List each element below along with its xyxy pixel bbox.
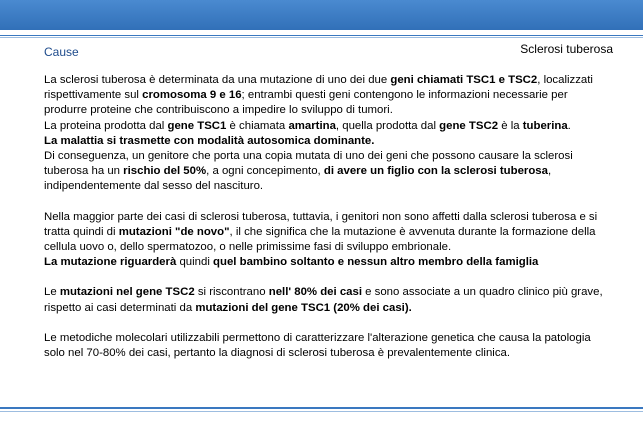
paragraph xyxy=(44,331,610,361)
header-bar xyxy=(0,0,643,30)
text-run: . xyxy=(567,119,571,132)
paragraph xyxy=(44,119,610,134)
paragraph xyxy=(44,73,610,119)
footer-divider-thin xyxy=(0,411,643,412)
paragraph-spacer xyxy=(44,195,610,210)
document-title: Sclerosi tuberosa xyxy=(520,42,613,56)
paragraph xyxy=(44,210,610,256)
header-divider xyxy=(0,35,643,36)
text-run: Di conseguenza, un genitore che porta una copia mutata di uno dei geni che possono causare la sclerosi tuberosa ha un xyxy=(44,150,573,178)
text-run: Nella maggior parte dei casi di sclerosi tuberosa, tuttavia, i genitori non sono affetti dalla sclerosi tuberosa e si tratta quindi di xyxy=(44,210,598,238)
bold-text-run: La mutazione riguarderà xyxy=(44,256,177,269)
body-text xyxy=(44,73,610,361)
bold-text-run: amartina xyxy=(288,119,336,132)
bold-text-run: rischio del 50% xyxy=(123,165,207,178)
text-run: La sclerosi tuberosa è determinata da una mutazione di uno dei due xyxy=(44,74,391,86)
text-run: e sono associate a un quadro clinico più grave, rispetto ai casi determinati da xyxy=(44,286,603,314)
bold-text-run: di avere un figlio con la sclerosi tuberosa xyxy=(323,165,548,178)
bold-text-run: mutazioni del gene TSC1 (20% dei casi). xyxy=(195,301,412,314)
text-run: quindi xyxy=(176,256,214,269)
section-title: Cause xyxy=(44,45,79,59)
text-run: , quella prodotta dal xyxy=(335,119,440,132)
text-run: La proteina prodotta dal xyxy=(44,119,168,132)
text-run: è chiamata xyxy=(226,119,289,132)
bold-text-run: tuberina xyxy=(522,119,568,132)
text-run: si riscontrano xyxy=(194,286,269,299)
text-run: ; entrambi questi geni contengono le informazioni necessarie per produrre proteine che contribuiscono a impedire lo sviluppo di tumori. xyxy=(44,89,568,117)
paragraph-spacer xyxy=(44,316,610,331)
bold-text-run: geni chiamati TSC1 e TSC2 xyxy=(390,74,538,86)
text-run: Le xyxy=(44,286,60,299)
paragraph xyxy=(44,149,610,195)
bold-text-run: gene TSC1 xyxy=(167,119,227,132)
bold-text-run: quel bambino soltanto e nessun altro membro della famiglia xyxy=(213,256,539,269)
bold-text-run: nell' 80% dei casi xyxy=(268,286,362,299)
footer-divider xyxy=(0,407,643,409)
bold-text-run: mutazioni "de novo" xyxy=(118,225,230,238)
paragraph xyxy=(44,285,610,315)
paragraph xyxy=(44,255,610,270)
bold-text-run: mutazioni nel gene TSC2 xyxy=(59,286,195,299)
paragraph xyxy=(44,134,610,149)
paragraph-spacer xyxy=(44,270,610,285)
text-run: è la xyxy=(498,119,523,132)
bold-text-run: gene TSC2 xyxy=(439,119,499,132)
header-divider-thin xyxy=(0,37,643,38)
text-run: , il che significa che la mutazione è avvenuta durante la formazione della cellula uovo o, dello spermatozoo, o nelle primissime fasi di sviluppo embrionale. xyxy=(44,225,596,254)
text-run: , indipendentemente dal sesso del nascituro. xyxy=(44,165,552,193)
text-run: , a ogni concepimento, xyxy=(206,165,324,178)
bold-text-run: cromosoma 9 e 16 xyxy=(142,89,242,102)
bold-text-run: La malattia si trasmette con modalità autosomica dominante. xyxy=(44,134,375,147)
text-run: Le metodiche molecolari utilizzabili permettono di caratterizzare l'alterazione genetica che causa la patologia solo nel 70-80% dei casi, pertanto la diagnosi di sclerosi tuberosa è prevalentemente clinica. xyxy=(44,331,591,360)
text-run: , localizzati rispettivamente sul xyxy=(44,74,593,102)
